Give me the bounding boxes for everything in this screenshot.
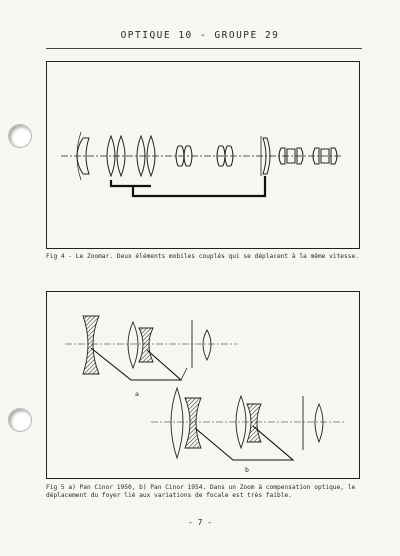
page-header: OPTIQUE 10 - GROUPE 29	[120, 30, 280, 41]
header-rule	[46, 48, 362, 49]
page-number: - 7 -	[187, 518, 213, 527]
label-b: b	[245, 466, 249, 474]
figure-zoomar-caption: Fig 4 - Le Zoomar. Deux éléments mobiles couplés qui se déplacent à la même vitesse.	[46, 253, 359, 260]
pancinor-diagram	[47, 292, 359, 478]
label-a: a	[135, 390, 139, 398]
figure-zoomar-frame	[46, 61, 360, 249]
figure-pancinor-frame	[46, 291, 360, 479]
figure-pancinor-caption: Fig 5 a) Pan Cinor 1950, b) Pan Cinor 1954. Dans un Zoom à compensation optique, le déplacement du foyer lié aux variations de focale est très faible.	[46, 484, 356, 500]
punch-hole-bottom	[8, 408, 32, 432]
punch-hole-top	[8, 124, 32, 148]
zoomar-diagram	[47, 62, 359, 248]
